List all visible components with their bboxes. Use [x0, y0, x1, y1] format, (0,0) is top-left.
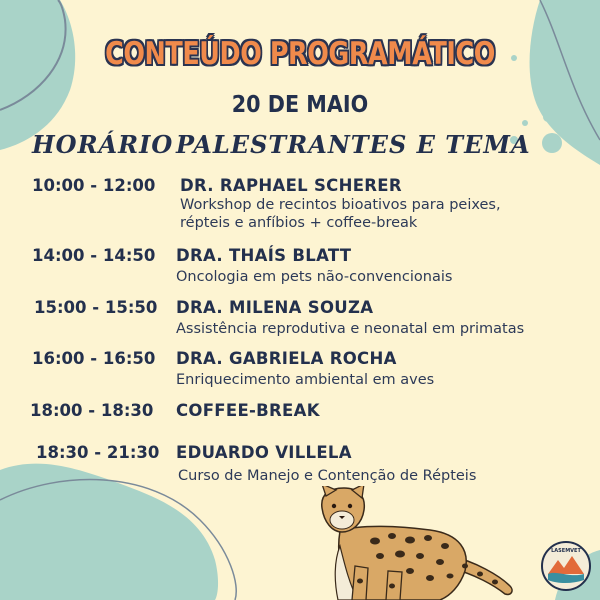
time-slot: 18:30 - 21:30 [36, 443, 160, 462]
blob-top-right [530, 0, 600, 165]
talk-topic: Enriquecimento ambiental em aves [176, 372, 435, 388]
ocelot-illustration [300, 486, 530, 600]
speaker-name: EDUARDO VILLELA [176, 443, 352, 462]
dot-3 [522, 120, 528, 126]
time-slot: 18:00 - 18:30 [30, 401, 154, 420]
logo-text: LASEMVET [551, 548, 581, 554]
time-slot: 10:00 - 12:00 [32, 176, 156, 195]
speaker-name: DRA. THAÍS BLATT [176, 246, 352, 265]
time-slot: 14:00 - 14:50 [32, 246, 156, 265]
speaker-name: COFFEE-BREAK [176, 401, 320, 420]
time-column-header: HORÁRIO [32, 130, 174, 159]
event-date: 20 DE MAIO [231, 92, 369, 118]
talk-topic: Curso de Manejo e Contenção de Répteis [178, 468, 477, 484]
page-title: CONTEÚDO PROGRAMÁTICO [105, 36, 495, 72]
dot-1 [542, 133, 562, 153]
talk-topic: Oncologia em pets não-convencionais [176, 269, 453, 285]
speaker-name: DRA. MILENA SOUZA [176, 298, 374, 317]
blob-top-left [0, 0, 75, 150]
speaker-name: DRA. GABRIELA ROCHA [176, 349, 397, 368]
talk-topic: Workshop de recintos bioativos para peixes, répteis e anfíbios + coffee-break [180, 197, 501, 231]
speaker-name: DR. RAPHAEL SCHERER [180, 176, 402, 195]
time-slot: 16:00 - 16:50 [32, 349, 156, 368]
talk-topic: Assistência reprodutiva e neonatal em primatas [176, 321, 525, 337]
lasemvet-logo [540, 540, 592, 592]
speaker-column-header: PALESTRANTES E TEMA [176, 130, 531, 159]
time-slot: 15:00 - 15:50 [34, 298, 158, 317]
